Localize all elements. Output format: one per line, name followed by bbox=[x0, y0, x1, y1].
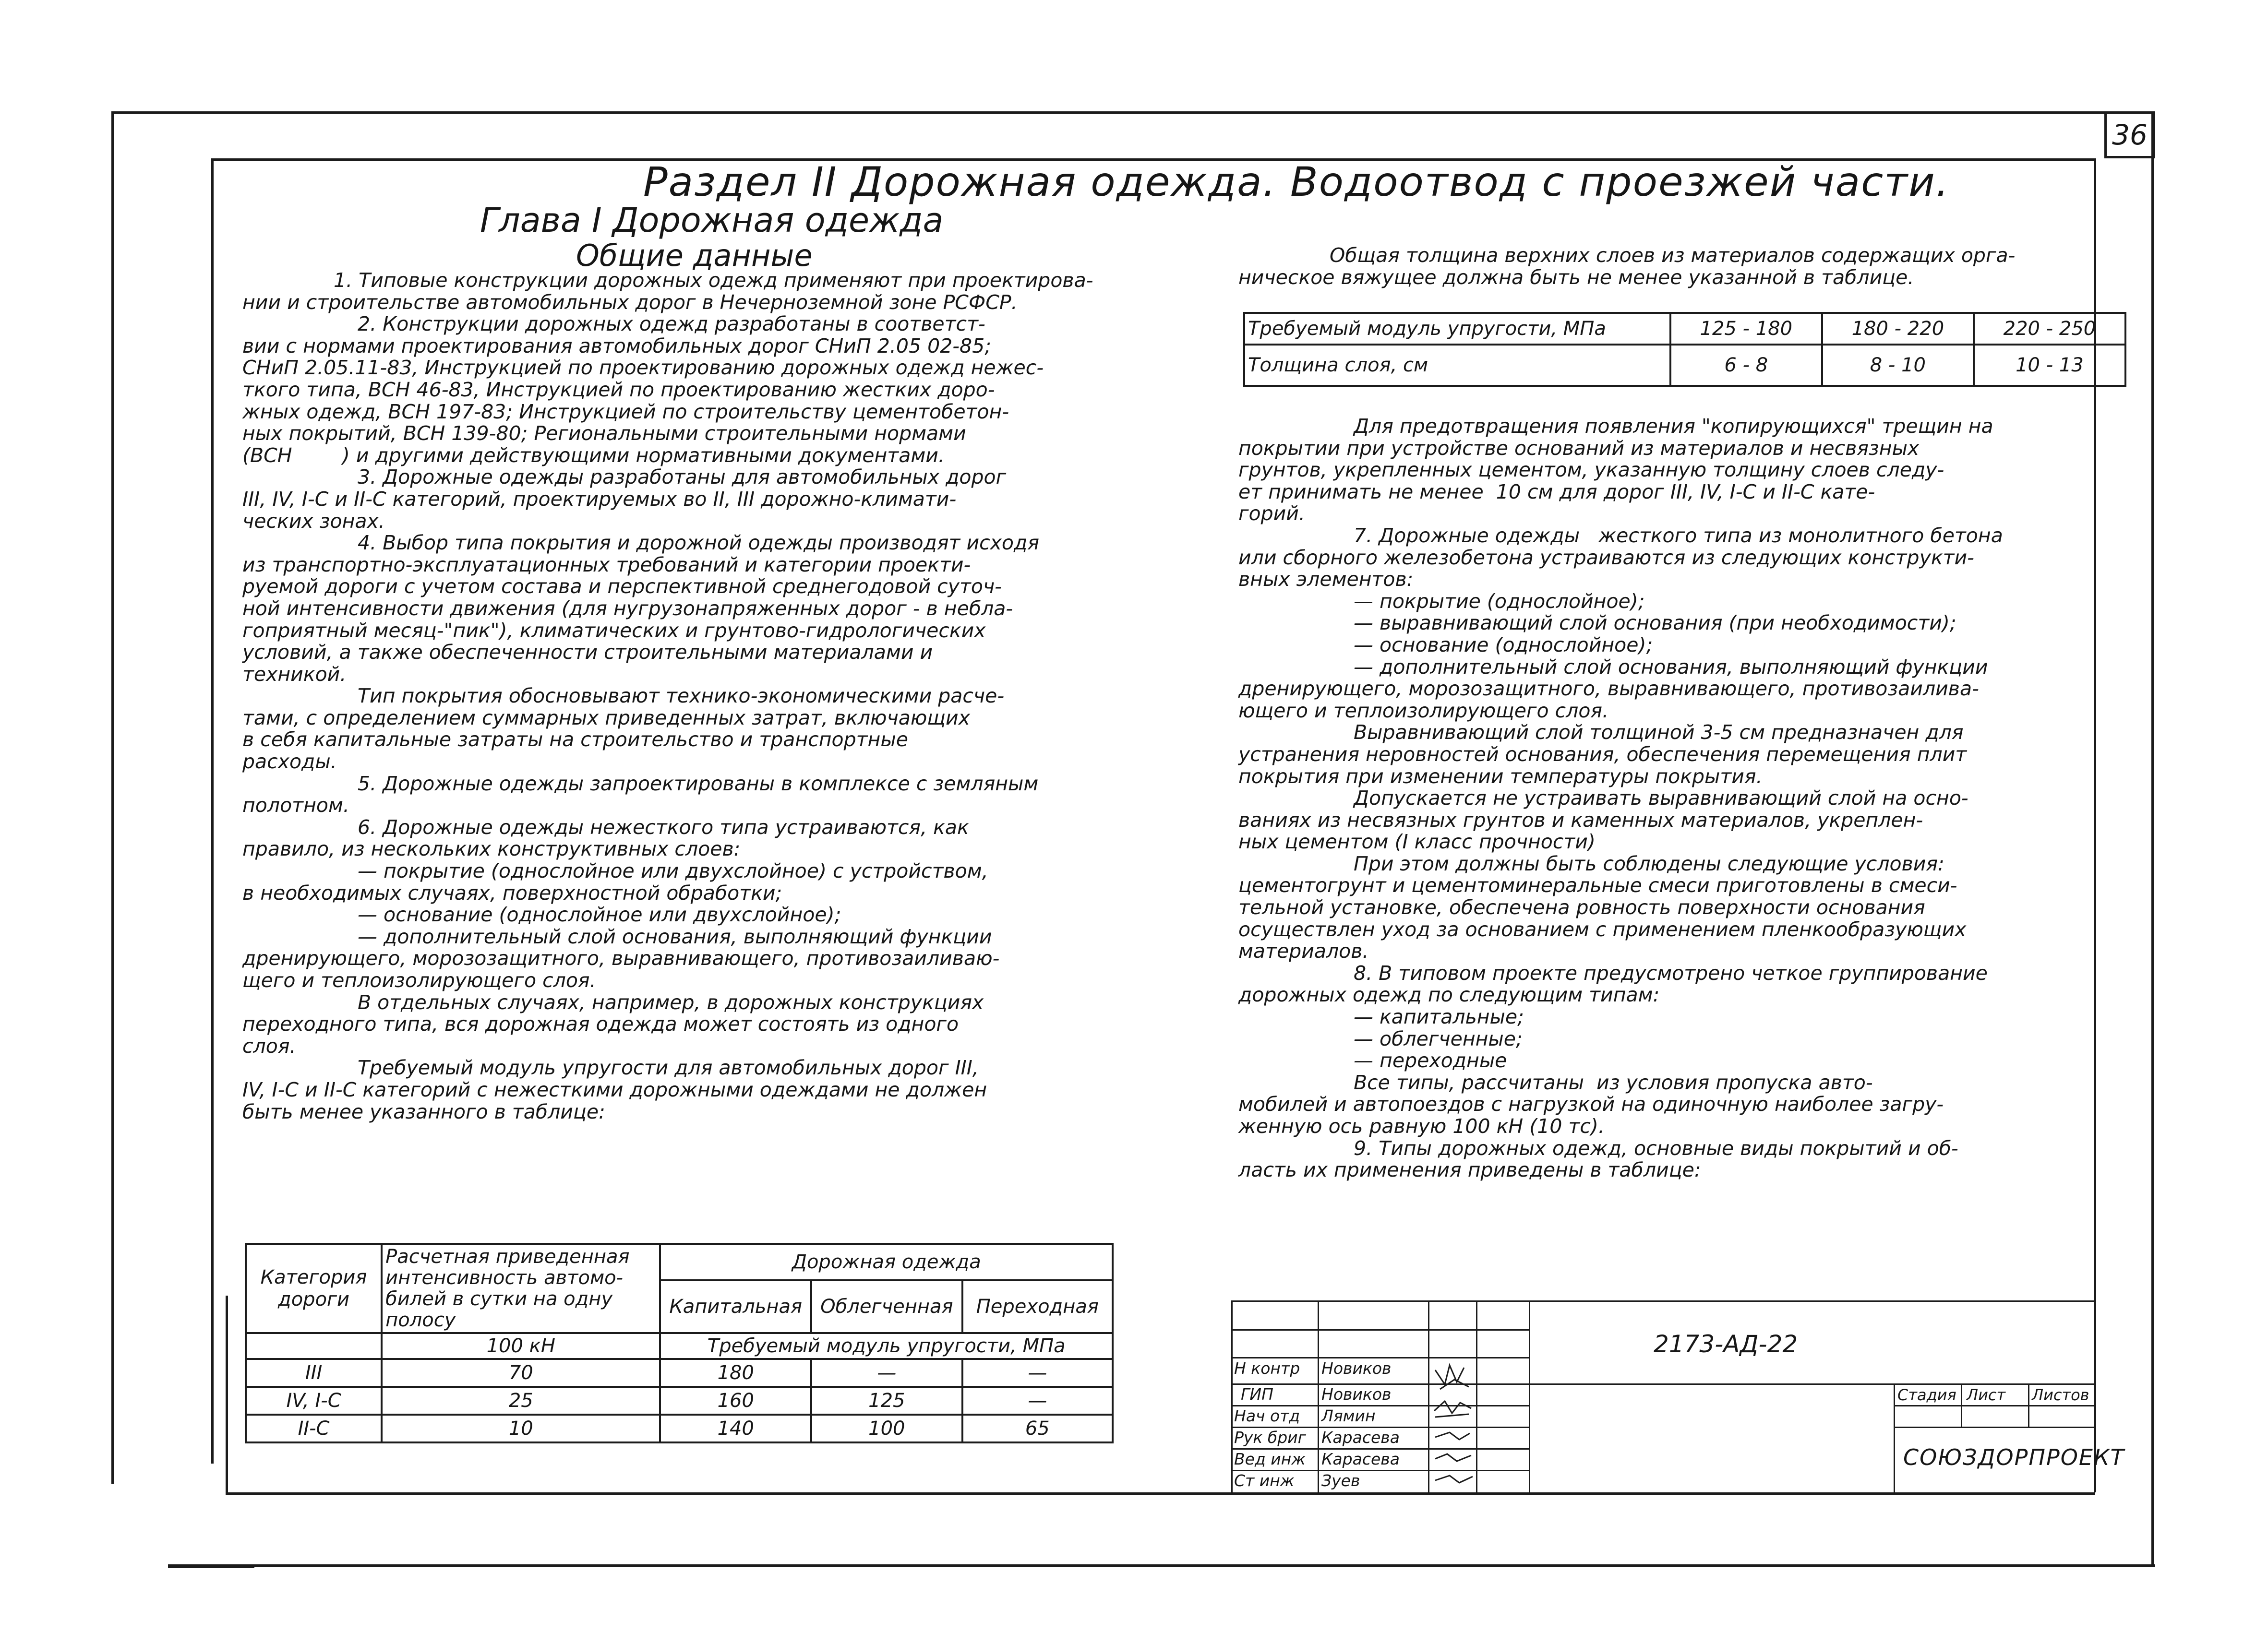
frame-left-drawing-line bbox=[226, 1296, 228, 1495]
paragraph-line: ткого типа, ВСН 46-83, Инструкцией по проектированию жестких доро- bbox=[242, 378, 995, 401]
cell-light: — bbox=[811, 1359, 962, 1387]
tb-hline bbox=[1894, 1405, 2095, 1406]
header-intensity: Расчетная приведенная интенсивность автомо-билей в сутки на одну полосу bbox=[382, 1244, 660, 1333]
header-capital: Капитальная bbox=[660, 1280, 811, 1333]
label-sheet: Лист bbox=[1967, 1386, 2006, 1404]
label-stage: Стадия bbox=[1897, 1386, 1956, 1404]
paragraph-line: — дополнительный слой основания, выполняющий функции bbox=[1354, 655, 1988, 679]
paragraph-line: СНиП 2.05.11-83, Инструкцией по проектированию дорожных одежд нежес- bbox=[242, 356, 1044, 380]
paragraph-line: ной интенсивности движения (для нугрузонапряженных дорог - в небла- bbox=[242, 596, 1013, 620]
cell-thickness: 8 - 10 bbox=[1822, 345, 1974, 386]
paragraph-line: ных покрытий, ВСН 139-80; Региональными строительными нормами bbox=[242, 422, 966, 445]
cell-thickness: 10 - 13 bbox=[1974, 345, 2125, 386]
paragraph-line: III, IV, I-С и II-С категорий, проектируемых во II, III дорожно-климати- bbox=[242, 487, 957, 511]
cell-light: 100 bbox=[811, 1415, 962, 1442]
person-name: Лямин bbox=[1321, 1406, 1376, 1425]
cell-capital: 180 bbox=[660, 1359, 811, 1387]
frame-top-line bbox=[111, 111, 2151, 114]
paragraph-line: из транспортно-эксплуатационных требований и категории проекти- bbox=[242, 553, 971, 576]
frame-bottom-line bbox=[168, 1564, 2155, 1567]
tb-hline bbox=[1529, 1383, 2095, 1385]
label-sheets: Листов bbox=[2032, 1386, 2089, 1404]
subsection-title: Общие данные bbox=[576, 238, 813, 273]
paragraph-line: — покрытие (однослойное или двухслойное) с устройством, bbox=[358, 859, 988, 883]
header-road-surface: Дорожная одежда bbox=[660, 1244, 1113, 1280]
paragraph-line: Тип покрытия обосновывают технико-экономическими расче- bbox=[358, 684, 1005, 708]
role-label: Ст инж bbox=[1234, 1471, 1295, 1490]
row-label-modulus: Требуемый модуль упругости, МПа bbox=[1244, 313, 1670, 345]
paragraph-line: 6. Дорожные одежды нежесткого типа устраиваются, как bbox=[358, 815, 969, 839]
paragraph-line: гоприятный месяц-"пик"), климатических и грунтово-гидрологических bbox=[242, 619, 986, 642]
paragraph-line: 3. Дорожные одежды разработаны для автомобильных дорог bbox=[358, 465, 1007, 489]
cell-transitional: — bbox=[962, 1359, 1113, 1387]
role-label: Н контр bbox=[1234, 1359, 1300, 1378]
paragraph-line: ет принимать не менее 10 см для дорог III, IV, I-С и II-С кате- bbox=[1238, 480, 1875, 503]
role-label: ГИП bbox=[1241, 1385, 1273, 1404]
table-row bbox=[246, 1387, 1113, 1415]
paragraph-line: тельной установке, обеспечена ровность поверхности основания bbox=[1238, 896, 1925, 919]
person-name: Карасева bbox=[1321, 1450, 1400, 1468]
paragraph-line: женную ось равную 100 кН (10 тс). bbox=[1238, 1115, 1605, 1138]
paragraph-line: В отдельных случаях, например, в дорожных конструкциях bbox=[358, 990, 984, 1014]
modulus-by-category-table bbox=[245, 1243, 1114, 1443]
person-name: Карасева bbox=[1321, 1428, 1400, 1447]
paragraph-line: 4. Выбор типа покрытия и дорожной одежды производят исходя bbox=[358, 531, 1040, 555]
paragraph-line: цементогрунт и цементоминеральные смеси приготовлены в смеси- bbox=[1238, 874, 1957, 897]
paragraph-line: Все типы, рассчитаны из условия пропуска авто- bbox=[1354, 1071, 1873, 1094]
paragraph-line: 7. Дорожные одежды жесткого типа из монолитного бетона bbox=[1354, 524, 2003, 547]
paragraph-line: дренирующего, морозозащитного, выравнивающего, противозаиливаю- bbox=[242, 947, 1000, 970]
tb-vline bbox=[2028, 1383, 2029, 1428]
paragraph-line: 8. В типовом проекте предусмотрено четкое группирование bbox=[1354, 961, 1988, 985]
paragraph-line: При этом должны быть соблюдены следующие условия: bbox=[1354, 852, 1944, 875]
paragraph-line: переходного типа, вся дорожная одежда может состоять из одного bbox=[242, 1013, 959, 1036]
tb-hline bbox=[1894, 1427, 2095, 1428]
cell-thickness: 6 - 8 bbox=[1670, 345, 1822, 386]
role-label: Вед инж bbox=[1234, 1450, 1306, 1468]
paragraph-line: полотном. bbox=[242, 794, 349, 817]
paragraph-line: (ВСН ) и другими действующими нормативными документами. bbox=[242, 443, 945, 467]
cell-category: II-С bbox=[246, 1415, 382, 1442]
header-modulus: Требуемый модуль упругости, МПа bbox=[660, 1333, 1113, 1359]
organization-name: СОЮЗДОРПРОЕКТ bbox=[1903, 1444, 2125, 1470]
frame-left-outer bbox=[111, 111, 114, 1484]
paragraph-line: 5. Дорожные одежды запроектированы в комплексе с земляным bbox=[358, 772, 1039, 795]
paragraph-line: ласть их применения приведены в таблице: bbox=[1238, 1158, 1701, 1182]
header-light: Облегченная bbox=[811, 1280, 962, 1333]
cell-light: 125 bbox=[811, 1387, 962, 1415]
document-code: 2173-АД-22 bbox=[1654, 1330, 1798, 1358]
chapter-title: Глава I Дорожная одежда bbox=[480, 201, 944, 240]
paragraph-line: устранения неровностей основания, обеспечения перемещения плит bbox=[1238, 742, 1967, 766]
paragraph-line: руемой дороги с учетом состава и перспективной среднегодовой суточ- bbox=[242, 575, 1002, 598]
paragraph-line: — основание (однослойное или двухслойное); bbox=[358, 903, 841, 927]
cell-capital: 140 bbox=[660, 1415, 811, 1442]
cell-capital: 160 bbox=[660, 1387, 811, 1415]
paragraph-line: покрытии при устройстве оснований из материалов и несвязных bbox=[1238, 436, 1920, 460]
paragraph-line: дорожных одежд по следующим типам: bbox=[1238, 983, 1660, 1007]
paragraph-line: Допускается не устраивать выравнивающий слой на осно- bbox=[1354, 786, 1968, 810]
tb-hline bbox=[1231, 1329, 1530, 1331]
page-edge-stroke bbox=[168, 1567, 254, 1568]
paragraph-line: Требуемый модуль упругости для автомобильных дорог III, bbox=[358, 1056, 979, 1080]
paragraph-line: Общая толщина верхних слоев из материалов содержащих орга- bbox=[1330, 244, 2016, 267]
cell-transitional: — bbox=[962, 1387, 1113, 1415]
right-column-text bbox=[1238, 416, 2131, 1181]
paragraph-line: ющего и теплоизолирующего слоя. bbox=[1238, 699, 1609, 722]
paragraph-line: — дополнительный слой основания, выполняющий функции bbox=[358, 925, 992, 948]
paragraph-line: ческих зонах. bbox=[242, 509, 385, 533]
left-column-text bbox=[242, 270, 1130, 1123]
paragraph-line: 9. Типы дорожных одежд, основные виды покрытий и об- bbox=[1354, 1136, 1958, 1160]
paragraph-line: вных элементов: bbox=[1238, 568, 1414, 591]
paragraph-line: — капитальные; bbox=[1354, 1005, 1524, 1029]
paragraph-line: в необходимых случаях, поверхностной обработки; bbox=[242, 881, 782, 905]
cell-intensity: 10 bbox=[382, 1415, 660, 1442]
paragraph-line: 1. Типовые конструкции дорожных одежд применяют при проектирова- bbox=[334, 269, 1093, 292]
paragraph-line: быть менее указанного в таблице: bbox=[242, 1100, 605, 1123]
paragraph-line: Выравнивающий слой толщиной 3-5 см предназначен для bbox=[1354, 721, 1964, 744]
paragraph-line: ваниях из несвязных грунтов и каменных материалов, укреплен- bbox=[1238, 808, 1923, 832]
cell-intensity: 70 bbox=[382, 1359, 660, 1387]
paragraph-line: щего и теплоизолирующего слоя. bbox=[242, 969, 596, 992]
paragraph-line: расходы. bbox=[242, 750, 337, 774]
title-block bbox=[1231, 1300, 2125, 1494]
section-title: Раздел II Дорожная одежда. Водоотвод с проезжей части. bbox=[643, 158, 1950, 205]
table-row bbox=[246, 1359, 1113, 1387]
paragraph-line: горий. bbox=[1238, 502, 1305, 525]
paragraph-line: условий, а также обеспеченности строительными материалами и bbox=[242, 641, 933, 664]
person-name: Новиков bbox=[1321, 1359, 1392, 1378]
paragraph-line: мобилей и автопоездов с нагрузкой на одиночную наиболее загру- bbox=[1238, 1093, 1944, 1116]
cell-category: IV, I-С bbox=[246, 1387, 382, 1415]
paragraph-line: или сборного железобетона устраиваются из следующих конструкти- bbox=[1238, 546, 1974, 569]
right-intro-text bbox=[1238, 245, 2131, 288]
header-category: Категория дороги bbox=[246, 1244, 382, 1333]
person-name: Новиков bbox=[1321, 1385, 1392, 1404]
cell-intensity: 25 bbox=[382, 1387, 660, 1415]
paragraph-line: в себя капитальные затраты на строительство и транспортные bbox=[242, 728, 908, 751]
paragraph-line: — выравнивающий слой основания (при необходимости); bbox=[1354, 611, 1956, 635]
paragraph-line: техникой. bbox=[242, 662, 347, 686]
paragraph-line: Для предотвращения появления "копирующихся" трещин на bbox=[1354, 415, 1993, 438]
signatures-icon bbox=[1430, 1360, 1476, 1490]
paragraph-line: слоя. bbox=[242, 1034, 296, 1058]
person-name: Зуев bbox=[1321, 1471, 1360, 1490]
role-label: Нач отд bbox=[1234, 1406, 1300, 1425]
tb-vline bbox=[1961, 1383, 1962, 1428]
paragraph-line: — переходные bbox=[1354, 1049, 1507, 1072]
paragraph-line: осуществлен уход за основанием с применением пленкообразующих bbox=[1238, 917, 1967, 941]
table-row bbox=[246, 1415, 1113, 1442]
paragraph-line: IV, I-С и II-С категорий с нежесткими дорожными одеждами не должен bbox=[242, 1078, 987, 1101]
paragraph-line: покрытия при изменении температуры покрытия. bbox=[1238, 764, 1763, 788]
paragraph-line: ных цементом (I класс прочности) bbox=[1238, 830, 1596, 854]
layer-thickness-table bbox=[1243, 312, 2126, 387]
header-category-empty bbox=[246, 1333, 382, 1359]
sheet-number: 36 bbox=[2104, 111, 2155, 158]
paragraph-line: — основание (однослойное); bbox=[1354, 633, 1653, 656]
paragraph-line: жных одежд, ВСН 197-83; Инструкцией по строительству цементобетон- bbox=[242, 400, 1009, 423]
paragraph-line: 2. Конструкции дорожных одежд разработаны в соответст- bbox=[358, 312, 985, 336]
tb-hline bbox=[1231, 1357, 1530, 1358]
inner-left-line bbox=[211, 158, 214, 1464]
paragraph-line: ническое вяжущее должна быть не менее указанной в таблице. bbox=[1238, 265, 1914, 289]
cell-modulus: 220 - 250 bbox=[1974, 313, 2125, 345]
paragraph-line: нии и строительстве автомобильных дорог в Нечерноземной зоне РСФСР. bbox=[242, 290, 1018, 314]
paragraph-line: правило, из нескольких конструктивных слоев: bbox=[242, 837, 741, 861]
header-unit: 100 кН bbox=[382, 1333, 660, 1359]
cell-modulus: 180 - 220 bbox=[1822, 313, 1974, 345]
paragraph-line: грунтов, укрепленных цементом, указанную толщину слоев следу- bbox=[1238, 458, 1944, 482]
header-transitional: Переходная bbox=[962, 1280, 1113, 1333]
paragraph-line: вии с нормами проектирования автомобильных дорог СНиП 2.05 02-85; bbox=[242, 334, 992, 357]
role-label: Рук бриг bbox=[1234, 1428, 1306, 1447]
paragraph-line: — покрытие (однослойное); bbox=[1354, 589, 1645, 613]
row-label-thickness: Толщина слоя, см bbox=[1244, 345, 1670, 386]
tb-vline bbox=[1894, 1383, 1895, 1494]
paragraph-line: материалов. bbox=[1238, 940, 1369, 963]
paragraph-line: — облегченные; bbox=[1354, 1027, 1523, 1050]
frame-right-line bbox=[2151, 111, 2154, 1565]
cell-category: III bbox=[246, 1359, 382, 1387]
paragraph-line: тами, с определением суммарных приведенных затрат, включающих bbox=[242, 706, 970, 729]
cell-modulus: 125 - 180 bbox=[1670, 313, 1822, 345]
cell-transitional: 65 bbox=[962, 1415, 1113, 1442]
paragraph-line: дренирующего, морозозащитного, выравнивающего, противозаилива- bbox=[1238, 677, 1979, 701]
